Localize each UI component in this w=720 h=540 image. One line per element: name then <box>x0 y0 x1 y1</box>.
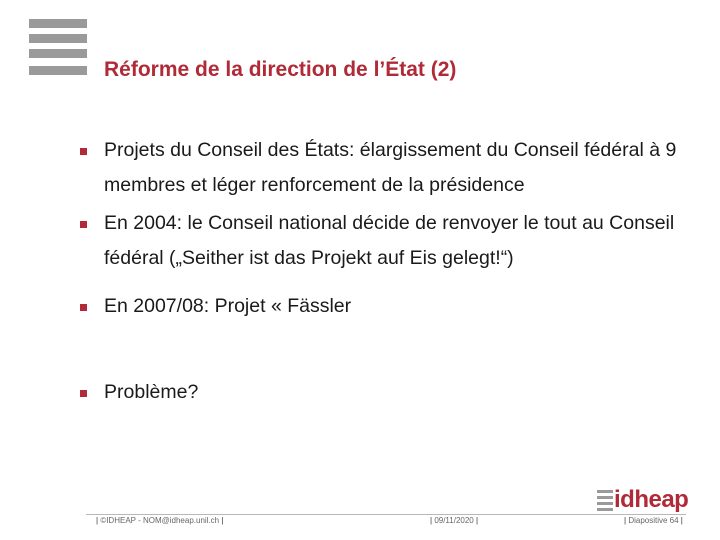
bullet-list <box>80 133 690 410</box>
bullet-text: En 2007/08: Projet « Fässler <box>104 295 352 317</box>
bullet-square-icon <box>80 221 87 228</box>
footer-slide-number: | Diapositive 64 | <box>624 516 683 525</box>
idheap-logo <box>597 486 689 514</box>
slide-title: Réforme de la direction de l’État (2) <box>104 58 457 81</box>
footer-copyright: | ©IDHEAP - NOM@idheap.unil.ch | <box>96 516 224 525</box>
footer-date-text: 09/11/2020 <box>434 516 474 525</box>
logo-lines-icon <box>597 490 613 510</box>
bullet-text: Problème? <box>104 381 199 403</box>
footer-copyright-text: ©IDHEAP - NOM@idheap.unil.ch <box>100 516 220 525</box>
bullet-item <box>80 133 690 203</box>
footer-slide-number-text: Diapositive 64 <box>628 516 679 525</box>
bullet-item <box>80 375 690 410</box>
logo-text: idheap <box>614 486 689 513</box>
bullet-text: Projets du Conseil des États: élargissement du Conseil fédéral à 9 membres et léger renforcement de la présidence <box>104 139 677 196</box>
bullet-square-icon <box>80 390 87 397</box>
footer-divider <box>86 514 686 515</box>
bullet-item <box>80 289 690 324</box>
bullet-square-icon <box>80 304 87 311</box>
bullet-text: En 2004: le Conseil national décide de renvoyer le tout au Conseil fédéral („Seither ist das Projekt auf Eis gelegt!“) <box>104 212 675 269</box>
footer-date: | 09/11/2020 | <box>430 516 479 525</box>
bullet-item <box>80 206 690 276</box>
bullet-square-icon <box>80 148 87 155</box>
logo-bars-icon <box>29 19 87 75</box>
